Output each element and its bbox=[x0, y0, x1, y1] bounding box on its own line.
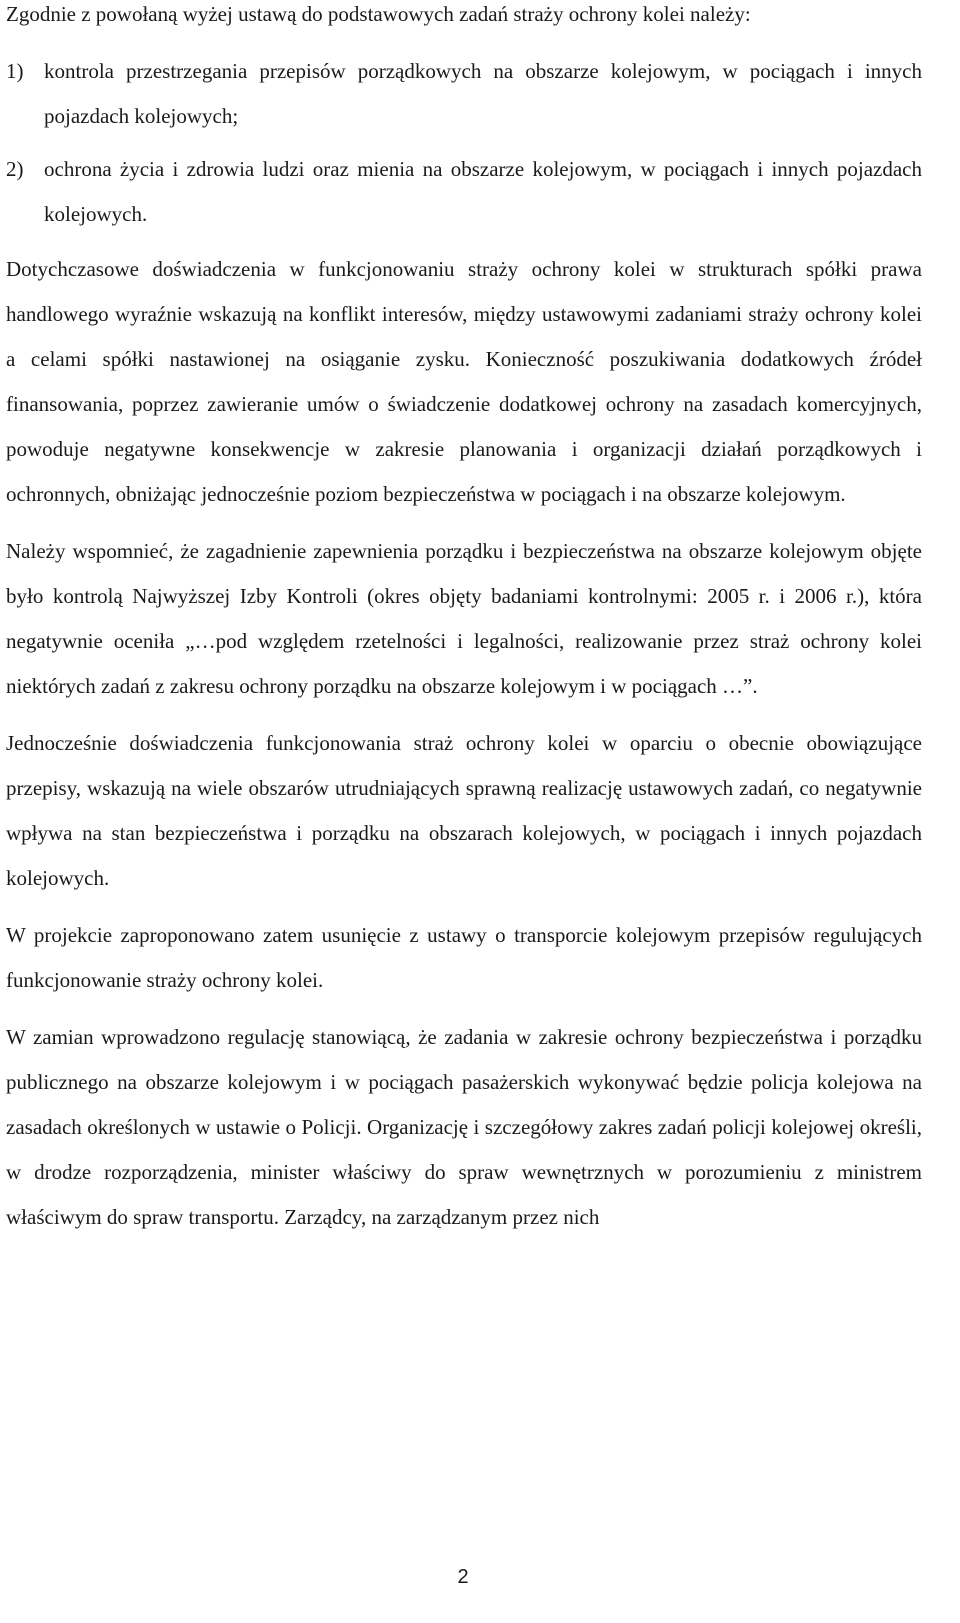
document-page bbox=[6, 0, 922, 1240]
paragraph-4: W projekcie zaproponowano zatem usunięcie z ustawy o transporcie kolejowym przepisów regulujących funkcjonowanie straży ochrony kolei. bbox=[6, 923, 922, 992]
paragraph-5: W zamian wprowadzono regulację stanowiącą, że zadania w zakresie ochrony bezpieczeństwa i porządku publicznego na obszarze kolejowym i w pociągach pasażerskich wykonywać będzie policja kolejowa na zasadach określonych w ustawie o Policji. Organizację i szczegółowy zakres zadań policji kolejowej określi, w drodze rozporządzenia, minister właściwy do spraw wewnętrznych w porozumieniu z ministrem właściwym do spraw transportu. Zarządcy, na zarządzanym przez nich bbox=[6, 1025, 922, 1229]
page-number: 2 bbox=[457, 1566, 469, 1588]
intro-paragraph: Zgodnie z powołaną wyżej ustawą do podstawowych zadań straży ochrony kolei należy: bbox=[6, 2, 751, 26]
paragraph-3: Jednocześnie doświadczenia funkcjonowania straż ochrony kolei w oparciu o obecnie obowiązujące przepisy, wskazują na wiele obszarów utrudniających sprawną realizację ustawowych zadań, co negatywnie wpływa na stan bezpieczeństwa i porządku na obszarach kolejowych, w pociągach i innych pojazdach kolejowych. bbox=[6, 731, 922, 890]
list-number: 2) bbox=[6, 157, 24, 181]
list-item-text: kontrola przestrzegania przepisów porządkowych na obszarze kolejowym, w pociągach i innych pojazdach kolejowych; bbox=[44, 59, 922, 128]
list-item-2 bbox=[6, 147, 922, 237]
list-item-1 bbox=[6, 49, 922, 139]
list-number: 1) bbox=[6, 59, 24, 83]
list-item-text: ochrona życia i zdrowia ludzi oraz mienia na obszarze kolejowym, w pociągach i innych pojazdach kolejowych. bbox=[44, 157, 922, 226]
paragraph-2: Należy wspomnieć, że zagadnienie zapewnienia porządku i bezpieczeństwa na obszarze kolejowym objęte było kontrolą Najwyższej Izby Kontroli (okres objęty badaniami kontrolnymi: 2005 r. i 2006 r.), która negatywnie oceniła „…pod względem rzetelności i legalności, realizowanie przez straż ochrony kolei niektórych zadań z zakresu ochrony porządku na obszarze kolejowym i w pociągach …”. bbox=[6, 539, 922, 698]
paragraph-1: Dotychczasowe doświadczenia w funkcjonowaniu straży ochrony kolei w strukturach spółki prawa handlowego wyraźnie wskazują na konflikt interesów, między ustawowymi zadaniami straży ochrony kolei a celami spółki nastawionej na osiąganie zysku. Konieczność poszukiwania dodatkowych źródeł finansowania, poprzez zawieranie umów o świadczenie dodatkowej ochrony na zasadach komercyjnych, powoduje negatywne konsekwencje w zakresie planowania i organizacji działań porządkowych i ochronnych, obniżając jednocześnie poziom bezpieczeństwa w pociągach i na obszarze kolejowym. bbox=[6, 257, 922, 506]
